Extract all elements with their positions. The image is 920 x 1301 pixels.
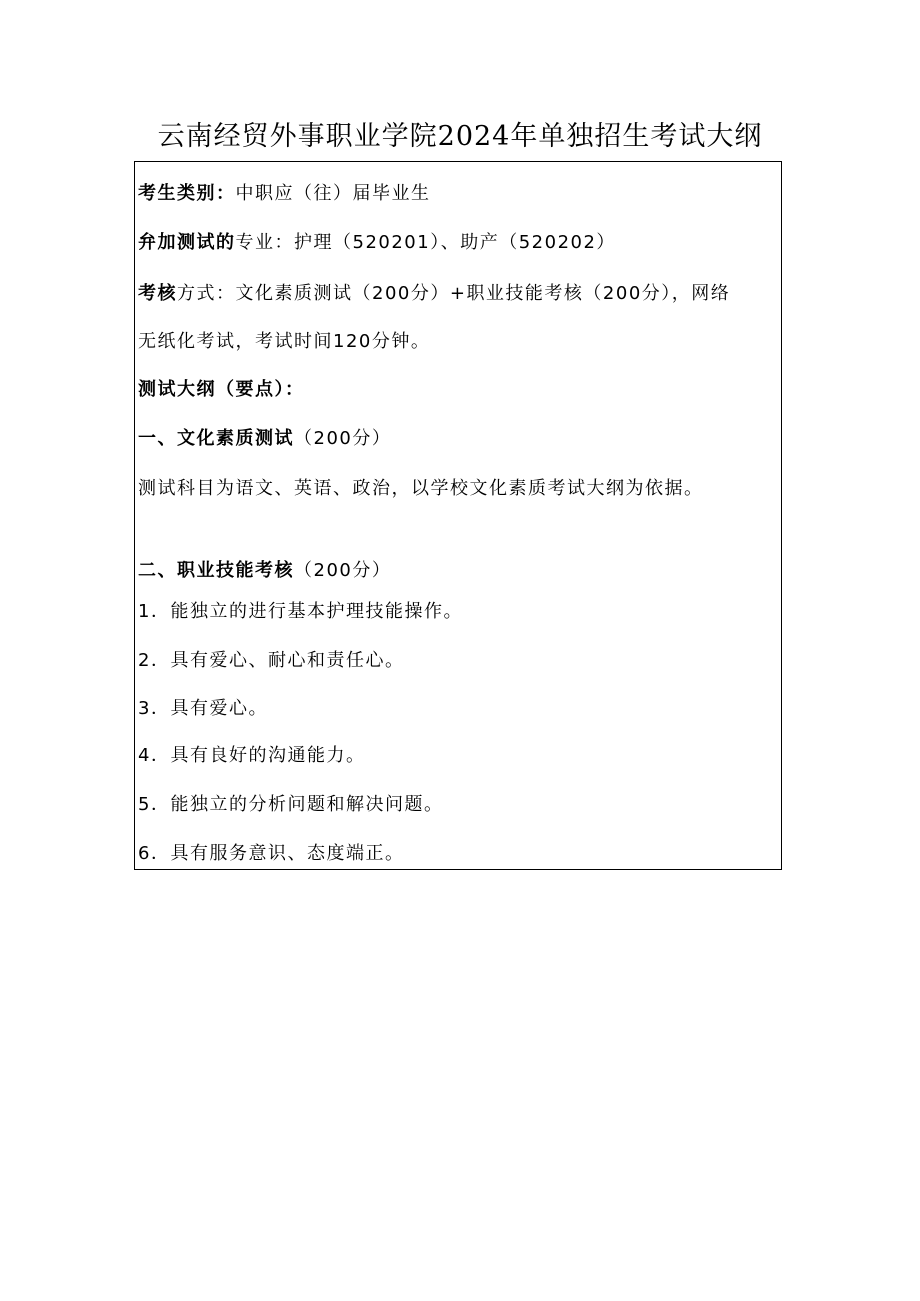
candidate-category-label: 考生类别： (138, 183, 236, 204)
candidate-category-value: 中职应（往）届毕业生 (235, 183, 431, 204)
section2-heading-title: 二、职业技能考核 (138, 560, 294, 581)
section2-heading (138, 559, 391, 583)
section2-item-4: 4．具有良好的沟通能力。 (138, 745, 366, 766)
majors-label-rest: 专业： (235, 232, 294, 253)
assessment-line (138, 282, 730, 306)
assessment-label-bold: 考核 (138, 283, 177, 304)
assessment-value-line1: 文化素质测试（200分）+职业技能考核（200分），网络 (235, 283, 731, 304)
section2-heading-score: （200分） (294, 560, 392, 581)
section1-heading-title: 一、文化素质测试 (138, 428, 294, 449)
assessment-label-rest: 方式： (177, 283, 236, 304)
majors-value: 护理（520201）、助产（520202） (294, 232, 616, 253)
section2-item-3: 3．具有爱心。 (138, 698, 268, 719)
section1-heading-score: （200分） (294, 428, 392, 449)
outline-heading: 测试大纲（要点）： (138, 379, 305, 400)
section2-item-1: 1．能独立的进行基本护理技能操作。 (138, 601, 463, 622)
section1-heading (138, 427, 391, 451)
candidate-category-line (138, 182, 431, 206)
page-title: 云南经贸外事职业学院2024年单独招生考试大纲 (157, 121, 763, 152)
section1-body: 测试科目为语文、英语、政治，以学校文化素质考试大纲为依据。 (138, 478, 704, 499)
assessment-continuation-line: 无纸化考试，考试时间120分钟。 (138, 331, 431, 352)
majors-line (138, 231, 616, 255)
outline-box (134, 161, 782, 870)
section2-item-2: 2．具有爱心、耐心和责任心。 (138, 650, 405, 671)
section2-item-6: 6．具有服务意识、态度端正。 (138, 843, 405, 864)
majors-label-bold: 弁加测试的 (138, 232, 236, 253)
section2-item-5: 5．能独立的分析问题和解决问题。 (138, 794, 444, 815)
